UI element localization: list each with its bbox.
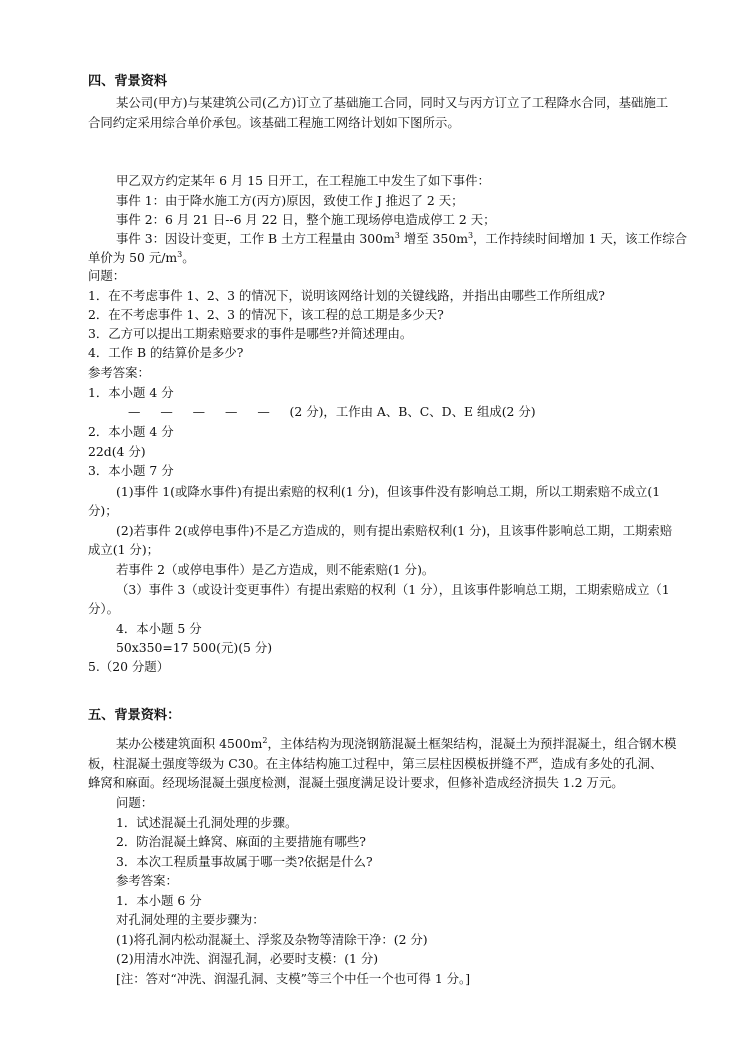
sec4-answer-3-p1: (1)事件 1(或降水事件)有提出索赔的权利(1 分)，但该事件没有影响总工期，所以工期索赔不成立(1	[116, 484, 661, 499]
event3-text-d: 单价为 50 元/m	[88, 250, 178, 265]
sec4-intro-line-2: 合同约定采用综合单价承包。该基础工程施工网络计划如下图所示。	[88, 115, 460, 130]
next-item-label: 5.（20 分题）	[88, 659, 170, 674]
event3-text-b: 增至 350m	[399, 231, 468, 246]
event3-sup-1: 3	[394, 230, 400, 240]
sec4-answer-1-line	[128, 404, 692, 420]
sec4-intro-line-1: 某公司(甲方)与某建筑公司(乙方)订立了基础施工合同，同时又与丙方订立了工程降水合同，基础施工	[116, 95, 669, 110]
sec5-answer-1-lead: 对孔洞处理的主要步骤为：	[116, 912, 265, 927]
sec4-answer-3-p2-cont: 成立(1 分)；	[88, 542, 160, 557]
sec5-answer-1-note: [注：答对“冲洗、润湿孔洞、支模”等三个中任一个也可得 1 分。]	[116, 971, 471, 986]
section-4-heading: 四、背景资料	[88, 74, 168, 89]
sec5-answer-1-step-1: (1)将孔洞内松动混凝土、浮浆及杂物等清除干净：(2 分)	[116, 932, 428, 947]
sec4-answer-2-text: 22d(4 分)	[88, 444, 146, 459]
sec4-answer-label: 参考答案：	[88, 365, 150, 380]
sec5-question-1: 1．试述混凝土孔洞处理的步骤。	[116, 815, 298, 830]
answer-1-text: (2 分)，工作由 A、B、C、D、E 组成(2 分)	[289, 404, 536, 419]
sec4-question-3: 3．乙方可以提出工期索赔要求的事件是哪些?并简述理由。	[88, 326, 413, 341]
event3-text-c: ，工作持续时间增加 1 天，该工作综合	[473, 231, 688, 246]
sec4-questions-label: 问题：	[88, 268, 126, 283]
event3-sup-2: 3	[467, 230, 474, 240]
section-5-heading: 五、背景资料：	[88, 708, 181, 723]
event3-text-e: 。	[182, 250, 195, 265]
sec4-question-4: 4．工作 B 的结算价是多少?	[88, 345, 244, 360]
sec4-event-3	[116, 231, 692, 247]
sec5-questions-label: 问题：	[116, 795, 154, 810]
sec4-answer-3-p2: (2)若事件 2(或停电事件)不是乙方造成的，则有提出索赔权利(1 分)，且该事件影响总工期，工期索赔	[116, 523, 673, 538]
sec5-answer-1-step-2: (2)用清水冲洗、润湿孔洞，必要时支模：(1 分)	[116, 951, 379, 966]
sec5-text-a: 某办公楼建筑面积 4500m	[116, 736, 263, 751]
sec5-question-2: 2．防治混凝土蜂窝、麻面的主要措施有哪些?	[116, 834, 366, 849]
sec4-answer-3-p3: （3）事件 3（或设计变更事件）有提出索赔的权利（1 分），且该事件影响总工期，工期索赔成立（1	[116, 582, 670, 597]
sec4-answer-3-p1-cont: 分)；	[88, 503, 118, 518]
sec4-answer-1-title: 1．本小题 4 分	[88, 385, 174, 400]
sec5-text-b: ，主体结构为现浇钢筋混凝土框架结构，混凝土为预拌混凝土，组合钢木模	[267, 736, 677, 751]
sec4-answer-3-title: 3．本小题 7 分	[88, 463, 174, 478]
sec4-answer-3-p3-cont: 分）。	[88, 601, 119, 616]
sec4-question-2: 2．在不考虑事件 1、2、3 的情况下，该工程的总工期是多少天?	[88, 307, 444, 322]
sec5-para-line-3: 蜂窝和麻面。经现场混凝土强度检测，混凝土强度满足设计要求，但修补造成经济损失 1.2 万元。	[88, 775, 624, 790]
sec4-answer-2-title: 2．本小题 4 分	[88, 424, 174, 439]
sec5-answer-1-title: 1．本小题 6 分	[116, 893, 202, 908]
sec5-para-line-1	[116, 736, 692, 752]
sec4-start-line: 甲乙双方约定某年 6 月 15 日开工，在工程施工中发生了如下事件：	[116, 173, 490, 188]
event3-text-a: 事件 3：因设计变更，工作 B 土方工程量由 300m	[116, 231, 395, 246]
sec5-para-line-2: 板，柱混凝土强度等级为 C30。在主体结构施工过程中，第三层柱因模板拼缝不严，造成有多处的孔洞、	[88, 756, 663, 771]
event3-sup-3: 3	[177, 249, 183, 259]
sec4-event-2: 事件 2：6 月 21 日--6 月 22 日，整个施工现场停电造成停工 2 天；	[116, 212, 496, 227]
sec4-answer-4-title: 4．本小题 5 分	[116, 621, 202, 636]
critical-path-dashes: — — — — —	[128, 404, 278, 419]
sec4-event-1: 事件 1：由于降水施工方(丙方)原因，致使工作 J 推迟了 2 天；	[116, 193, 464, 208]
sec5-answer-label: 参考答案：	[116, 873, 178, 888]
sec5-area-sup: 2	[262, 735, 268, 745]
sec4-answer-4-text: 50x350=17 500(元)(5 分)	[116, 640, 273, 655]
sec4-event-3-cont	[88, 250, 692, 266]
sec5-question-3: 3．本次工程质量事故属于哪一类?依据是什么?	[116, 854, 373, 869]
sec4-answer-3-p2-alt: 若事件 2（或停电事件）是乙方造成，则不能索赔(1 分)。	[116, 562, 435, 577]
sec4-question-1: 1．在不考虑事件 1、2、3 的情况下，说明该网络计划的关键线路，并指出由哪些工作所组成?	[88, 288, 605, 303]
